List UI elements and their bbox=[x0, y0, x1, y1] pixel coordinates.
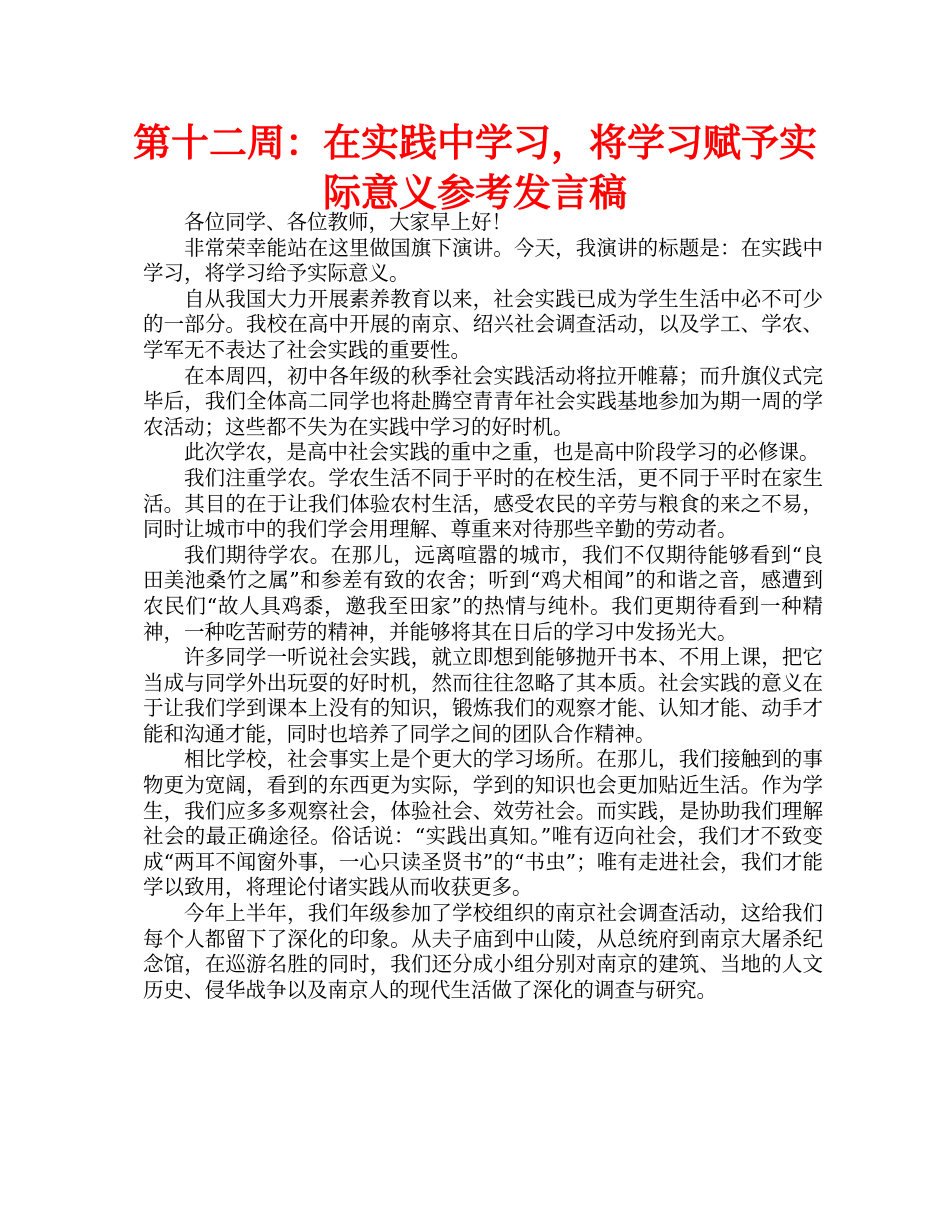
paragraph: 自从我国大力开展素养教育以来，社会实践已成为学生生活中必不可少的一部分。我校在高中开展的南京、绍兴社会调查活动，以及学工、学农、学军无不表达了社会实践的重要性。 bbox=[143, 286, 823, 362]
paragraph: 相比学校，社会事实上是个更大的学习场所。在那儿，我们接触到的事物更为宽阔，看到的东西更为实际，学到的知识也会更加贴近生活。作为学生，我们应多多观察社会，体验社会、效劳社会。而实践，是协助我们理解社会的最正确途径。俗话说：“实践出真知。”唯有迈向社会，我们才不致变成“两耳不闻窗外事，一心只读圣贤书”的“书虫”；唯有走进社会，我们才能学以致用，将理论付诸实践从而收获更多。 bbox=[143, 747, 823, 900]
paragraph: 今年上半年，我们年级参加了学校组织的南京社会调查活动，这给我们每个人都留下了深化的印象。从夫子庙到中山陵，从总统府到南京大屠杀纪念馆，在巡游名胜的同时，我们还分成小组分别对南京的建筑、当地的人文历史、侵华战争以及南京人的现代生活做了深化的调查与研究。 bbox=[143, 901, 823, 1002]
paragraph: 在本周四，初中各年级的秋季社会实践活动将拉开帷幕；而升旗仪式完毕后，我们全体高二同学也将赴腾空青青年社会实践基地参加为期一周的学农活动；这些都不失为在实践中学习的好时机。 bbox=[143, 363, 823, 439]
paragraph: 此次学农，是高中社会实践的重中之重，也是高中阶段学习的必修课。 bbox=[184, 440, 820, 465]
document-body bbox=[143, 210, 823, 1003]
document-title: 第十二周：在实践中学习，将学习赋予实际意义参考发言稿 bbox=[132, 121, 817, 215]
paragraph: 我们注重学农。学农生活不同于平时的在校生活，更不同于平时在家生活。其目的在于让我们体验农村生活，感受农民的辛劳与粮食的来之不易，同时让城市中的我们学会用理解、尊重来对待那些辛勤的劳动者。 bbox=[143, 465, 823, 542]
paragraph-greeting: 各位同学、各位教师，大家早上好！ bbox=[184, 210, 512, 234]
paragraph-introduction: 非常荣幸能站在这里做国旗下演讲。今天，我演讲的标题是：在实践中学习，将学习给予实际意义。 bbox=[143, 235, 823, 286]
paragraph: 许多同学一听说社会实践，就立即想到能够抛开书本、不用上课，把它当成与同学外出玩耍的好时机，然而往往忽略了其本质。社会实践的意义在于让我们学到课本上没有的知识，锻炼我们的观察才能、认知才能、动手才能和沟通才能，同时也培养了同学之间的团队合作精神。 bbox=[143, 645, 823, 746]
paragraph: 我们期待学农。在那儿，远离喧嚣的城市，我们不仅期待能够看到“良田美池桑竹之属”和参差有致的农舍；听到“鸡犬相闻”的和谐之音，感遭到农民们“故人具鸡黍，邀我至田家”的热情与纯朴。我们更期待看到一种精神，一种吃苦耐劳的精神，并能够将其在日后的学习中发扬光大。 bbox=[143, 542, 823, 644]
